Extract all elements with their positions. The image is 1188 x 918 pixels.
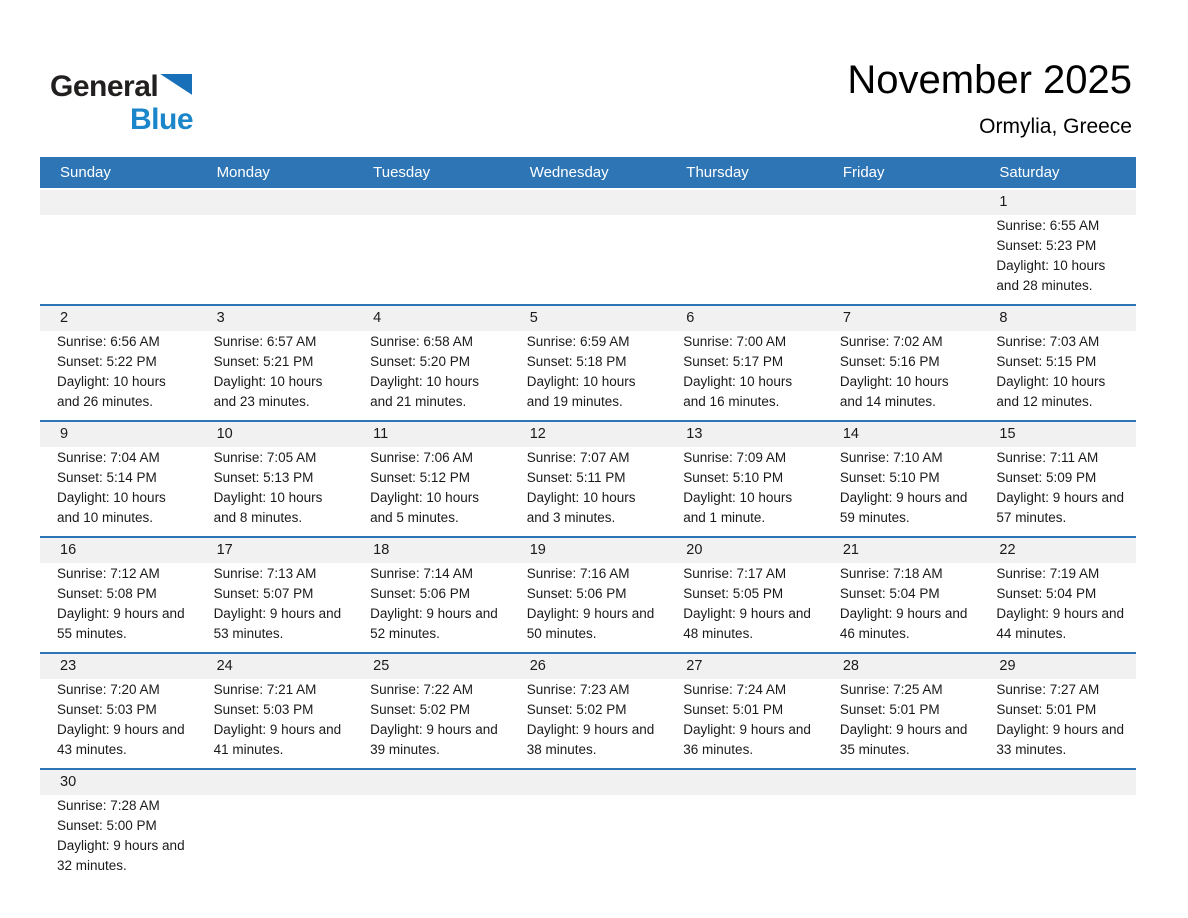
day-number-empty [666,190,823,215]
sunset-text: Sunset: 5:12 PM [370,470,470,485]
sunrise-text: Sunrise: 7:21 AM [213,682,317,697]
daylight-text: Daylight: 9 hours and 44 minutes. [996,606,1124,641]
day-number-19: 19 [529,542,546,558]
day-cell-13 [666,447,823,536]
sunset-text: Sunset: 5:21 PM [213,354,314,369]
sunset-text: Sunset: 5:05 PM [683,586,784,601]
sunrise-text: Sunrise: 7:17 AM [683,566,787,581]
sunset-text: Sunset: 5:08 PM [57,586,157,601]
weekday-header-wednesday: Wednesday [529,164,609,181]
day-number-28: 28 [842,658,859,674]
sunrise-text: Sunrise: 7:28 AM [57,798,160,813]
day-number-21: 21 [842,542,859,558]
day-cell-empty [666,215,823,304]
day-cell-26 [510,679,667,768]
day-cell-14 [823,447,980,536]
calendar-table [40,157,1136,884]
day-number-2: 2 [60,310,69,326]
daylight-text: Daylight: 9 hours and 55 minutes. [57,606,185,641]
daylight-text: Daylight: 9 hours and 39 minutes. [370,722,498,757]
day-cell-empty [353,215,510,304]
day-number-empty [666,770,823,795]
day-number-16: 16 [60,542,77,558]
day-cell-empty [666,795,823,884]
day-cell-12 [510,447,667,536]
day-number-6: 6 [686,310,695,326]
sunset-text: Sunset: 5:14 PM [57,470,157,485]
daylight-text: Daylight: 9 hours and 41 minutes. [213,722,342,757]
sunset-text: Sunset: 5:02 PM [370,702,470,717]
day-number-4: 4 [373,310,382,326]
day-cell-29 [979,679,1136,768]
sunset-text: Sunset: 5:02 PM [526,702,627,717]
sunset-text: Sunset: 5:01 PM [839,702,940,717]
daylight-text: Daylight: 9 hours and 43 minutes. [57,722,185,757]
sunrise-text: Sunrise: 7:12 AM [57,566,160,581]
sunrise-text: Sunrise: 7:14 AM [370,566,473,581]
sunrise-text: Sunrise: 6:55 AM [996,218,1100,233]
location-subtitle: Ormylia, Greece [979,115,1132,138]
daylight-text: Daylight: 10 hours and 19 minutes. [526,374,636,409]
sunrise-text: Sunrise: 7:06 AM [370,450,473,465]
sunrise-text: Sunrise: 7:18 AM [839,566,943,581]
day-number-empty [40,190,197,215]
daylight-text: Daylight: 9 hours and 48 minutes. [683,606,811,641]
day-cell-empty [823,795,980,884]
weekday-header-thursday: Thursday [686,164,749,181]
sunset-text: Sunset: 5:04 PM [839,586,940,601]
day-number-30: 30 [60,774,77,790]
day-cell-empty [979,795,1136,884]
daylight-text: Daylight: 10 hours and 3 minutes. [526,490,636,525]
day-number-14: 14 [842,426,859,442]
sunrise-text: Sunrise: 6:58 AM [370,334,473,349]
day-number-empty [197,770,354,795]
sunrise-text: Sunrise: 7:23 AM [526,682,630,697]
day-cell-27 [666,679,823,768]
day-number-17: 17 [216,542,233,558]
week-row-4 [40,536,1136,652]
day-cell-empty [510,795,667,884]
day-number-24: 24 [216,658,233,674]
sunset-text: Sunset: 5:01 PM [996,702,1097,717]
daylight-text: Daylight: 9 hours and 35 minutes. [839,722,968,757]
day-cell-28 [823,679,980,768]
sunrise-text: Sunrise: 6:59 AM [526,334,630,349]
daylight-text: Daylight: 10 hours and 28 minutes. [996,258,1106,293]
sunrise-text: Sunrise: 7:20 AM [57,682,160,697]
sunset-text: Sunset: 5:01 PM [683,702,784,717]
sunrise-text: Sunrise: 7:02 AM [839,334,943,349]
daylight-text: Daylight: 9 hours and 57 minutes. [996,490,1124,525]
day-cell-3 [197,331,354,420]
day-number-27: 27 [686,658,703,674]
day-details-row [40,447,1136,536]
day-number-13: 13 [686,426,703,442]
weekday-header-tuesday: Tuesday [373,164,431,181]
day-cell-5 [510,331,667,420]
day-number-stripe [40,770,1136,795]
day-cell-24 [197,679,354,768]
day-number-stripe [40,538,1136,563]
day-number-empty [823,770,980,795]
sunrise-text: Sunrise: 7:00 AM [683,334,787,349]
calendar-weeks [40,190,1136,884]
day-cell-4 [353,331,510,420]
day-cell-empty [197,795,354,884]
day-cell-2 [40,331,197,420]
day-number-22: 22 [999,542,1016,558]
daylight-text: Daylight: 10 hours and 5 minutes. [370,490,479,525]
logo-text-blue: Blue [130,103,194,136]
day-cell-1 [979,215,1136,304]
day-details-row [40,331,1136,420]
day-number-20: 20 [686,542,703,558]
day-cell-30 [40,795,197,884]
day-cell-16 [40,563,197,652]
day-cell-6 [666,331,823,420]
day-number-15: 15 [999,426,1016,442]
daylight-text: Daylight: 9 hours and 33 minutes. [996,722,1124,757]
sunset-text: Sunset: 5:10 PM [839,470,940,485]
sunrise-text: Sunrise: 7:27 AM [996,682,1100,697]
daylight-text: Daylight: 10 hours and 12 minutes. [996,374,1106,409]
daylight-text: Daylight: 10 hours and 14 minutes. [839,374,949,409]
day-number-7: 7 [842,310,851,326]
sunrise-text: Sunrise: 7:16 AM [526,566,630,581]
sunset-text: Sunset: 5:04 PM [996,586,1097,601]
sunset-text: Sunset: 5:00 PM [57,818,157,833]
sunset-text: Sunset: 5:16 PM [839,354,940,369]
sunset-text: Sunset: 5:03 PM [213,702,314,717]
sunrise-text: Sunrise: 7:13 AM [213,566,317,581]
daylight-text: Daylight: 9 hours and 46 minutes. [839,606,968,641]
day-number-1: 1 [999,194,1008,210]
day-cell-empty [353,795,510,884]
day-cell-23 [40,679,197,768]
sunrise-text: Sunrise: 7:19 AM [996,566,1100,581]
sunset-text: Sunset: 5:15 PM [996,354,1097,369]
day-number-18: 18 [373,542,390,558]
day-number-11: 11 [373,426,389,442]
day-number-5: 5 [529,310,538,326]
sunrise-text: Sunrise: 7:24 AM [683,682,787,697]
day-cell-10 [197,447,354,536]
day-cell-7 [823,331,980,420]
week-row-5 [40,652,1136,768]
sunrise-text: Sunrise: 7:25 AM [839,682,943,697]
daylight-text: Daylight: 9 hours and 59 minutes. [839,490,968,525]
sunrise-text: Sunrise: 7:10 AM [839,450,943,465]
title-block [847,58,1132,139]
day-number-empty [979,770,1136,795]
logo-text-general: General [50,70,159,103]
day-number-25: 25 [373,658,390,674]
sunset-text: Sunset: 5:06 PM [526,586,627,601]
week-row-2 [40,304,1136,420]
day-number-empty [510,190,667,215]
weekday-header-row [40,157,1136,188]
daylight-text: Daylight: 10 hours and 8 minutes. [213,490,323,525]
sunrise-text: Sunrise: 7:22 AM [370,682,473,697]
daylight-text: Daylight: 10 hours and 26 minutes. [57,374,166,409]
daylight-text: Daylight: 10 hours and 1 minute. [683,490,793,525]
sunset-text: Sunset: 5:13 PM [213,470,314,485]
day-number-23: 23 [60,658,77,674]
day-cell-8 [979,331,1136,420]
day-number-12: 12 [529,426,546,442]
daylight-text: Daylight: 10 hours and 10 minutes. [57,490,166,525]
weekday-header-sunday: Sunday [60,164,111,181]
sunrise-text: Sunrise: 7:04 AM [57,450,160,465]
week-row-1 [40,190,1136,304]
daylight-text: Daylight: 10 hours and 16 minutes. [683,374,793,409]
day-cell-18 [353,563,510,652]
sunset-text: Sunset: 5:06 PM [370,586,470,601]
sunset-text: Sunset: 5:23 PM [996,238,1097,253]
sunset-text: Sunset: 5:10 PM [683,470,784,485]
day-cell-17 [197,563,354,652]
sunset-text: Sunset: 5:18 PM [526,354,627,369]
sunrise-text: Sunrise: 7:07 AM [526,450,630,465]
day-number-empty [353,190,510,215]
day-number-3: 3 [216,310,225,326]
sunrise-text: Sunrise: 6:57 AM [213,334,317,349]
day-number-stripe [40,306,1136,331]
sunrise-text: Sunrise: 7:05 AM [213,450,317,465]
daylight-text: Daylight: 9 hours and 36 minutes. [683,722,811,757]
weekday-header-friday: Friday [842,164,885,181]
day-number-empty [823,190,980,215]
day-details-row [40,215,1136,304]
page-title: November 2025 [847,58,1132,102]
sunrise-text: Sunrise: 7:09 AM [683,450,787,465]
day-cell-empty [40,215,197,304]
sunset-text: Sunset: 5:07 PM [213,586,314,601]
day-cell-9 [40,447,197,536]
daylight-text: Daylight: 9 hours and 50 minutes. [526,606,655,641]
sunrise-text: Sunrise: 7:03 AM [996,334,1100,349]
weekday-header-monday: Monday [216,164,270,181]
day-number-empty [353,770,510,795]
daylight-text: Daylight: 9 hours and 52 minutes. [370,606,498,641]
sunset-text: Sunset: 5:17 PM [683,354,784,369]
day-cell-15 [979,447,1136,536]
day-details-row [40,679,1136,768]
sunset-text: Sunset: 5:03 PM [57,702,157,717]
day-cell-21 [823,563,980,652]
daylight-text: Daylight: 9 hours and 38 minutes. [526,722,655,757]
day-number-26: 26 [529,658,546,674]
day-cell-25 [353,679,510,768]
day-cell-19 [510,563,667,652]
weekday-header-saturday: Saturday [999,164,1060,181]
sunset-text: Sunset: 5:11 PM [526,470,626,485]
day-number-9: 9 [60,426,69,442]
day-number-8: 8 [999,310,1008,326]
logo-triangle-icon [160,74,192,95]
daylight-text: Daylight: 10 hours and 23 minutes. [213,374,323,409]
day-number-29: 29 [999,658,1016,674]
day-number-empty [197,190,354,215]
day-number-stripe [40,422,1136,447]
day-cell-empty [197,215,354,304]
daylight-text: Daylight: 9 hours and 32 minutes. [57,838,185,873]
sunrise-text: Sunrise: 7:11 AM [996,450,1099,465]
week-row-3 [40,420,1136,536]
sunset-text: Sunset: 5:20 PM [370,354,470,369]
day-number-stripe [40,190,1136,215]
daylight-text: Daylight: 10 hours and 21 minutes. [370,374,479,409]
day-number-stripe [40,654,1136,679]
sunrise-text: Sunrise: 6:56 AM [57,334,160,349]
daylight-text: Daylight: 9 hours and 53 minutes. [213,606,342,641]
day-cell-11 [353,447,510,536]
day-number-10: 10 [216,426,233,442]
sunset-text: Sunset: 5:22 PM [57,354,157,369]
day-details-row [40,795,1136,884]
sunset-text: Sunset: 5:09 PM [996,470,1097,485]
general-blue-logo [50,72,193,135]
day-cell-empty [510,215,667,304]
day-cell-20 [666,563,823,652]
day-cell-empty [823,215,980,304]
week-row-6 [40,768,1136,884]
day-cell-22 [979,563,1136,652]
day-details-row [40,563,1136,652]
day-number-empty [510,770,667,795]
